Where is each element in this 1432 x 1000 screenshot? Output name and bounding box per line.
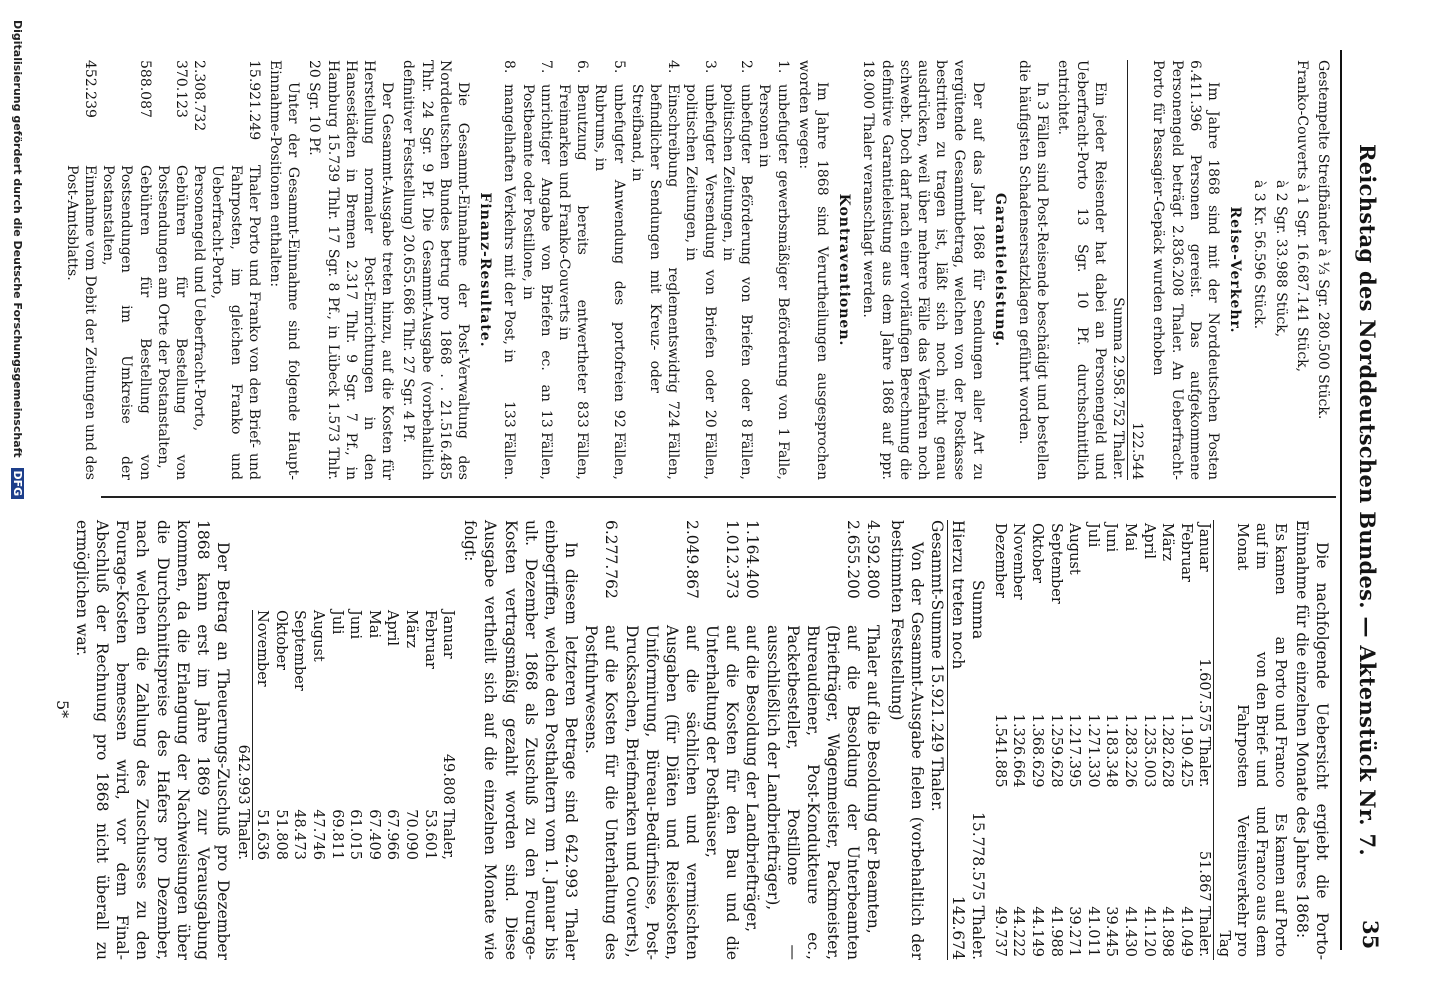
table-cell: 39.271 <box>1066 906 1083 957</box>
monthly-value: 53.601 <box>421 809 438 860</box>
contra-intro: Im Jahre 1868 sind Verurtheilungen ausgesprochen worden wegen: <box>795 60 830 480</box>
table-cell: 1.283.226 <box>1121 713 1138 788</box>
ausgabe-amount: 2.655.200 <box>844 520 863 599</box>
ausgabe-list <box>581 520 883 960</box>
monthly-month: August <box>309 610 326 662</box>
monthly-month: Juni <box>347 610 364 640</box>
ausgabe-amount: 2.049.867 <box>683 520 701 599</box>
monthly-row <box>253 610 272 860</box>
monthly-month: Januar <box>440 610 457 659</box>
table-cell: 49.737 <box>991 906 1008 957</box>
monthly-month: September <box>291 610 308 691</box>
ausgabe-amount: 6.277.762 <box>602 520 621 599</box>
digitization-text: Digitalisierung gefördert durch die Deutsche Forschungsgemeinschaft <box>11 20 24 458</box>
table-cell: Januar <box>1196 523 1213 572</box>
table-cell: November <box>1010 523 1027 600</box>
monthly-row <box>271 610 290 860</box>
garantie-text: Der auf das Jahr 1868 für Sendungen aller Art zu vergütende Gesammtbetrag, welchen von der Postkasse bestritten zu tragen ist, läßt sich noch nicht genau ausdrücken, weil über mehrere Fälle das Verfahren noch schwebt. Doch darf nach einer vorläufigen Berechnung die definitive Garantieleistung aus dem Jahre 1868 auf ppr. 18.000 Thaler veranschlagt werden. <box>860 60 986 480</box>
finanz-amount: 370.123 <box>173 60 190 118</box>
signature-mark: 5* <box>53 700 72 719</box>
table-cell: 41.120 <box>1140 906 1157 957</box>
header-rule <box>1340 50 1342 950</box>
table-cell: Oktober <box>1028 523 1045 584</box>
contra-desc: unbefugter Versendung von Briefen oder politischen Zeitungen, in <box>683 84 718 402</box>
finanz-desc: Gebühren für Bestellung von Postsendungen am Orte der Postanstalten, <box>154 165 190 480</box>
table-cell: Juli <box>1084 523 1101 548</box>
sum-value: 15.778.575 Thaler. <box>969 812 988 960</box>
finanz-item <box>190 60 208 480</box>
table-row <box>1083 520 1102 960</box>
ausgabe-amount: 1.012.373 <box>723 520 742 599</box>
reise-value: 122.544 <box>1129 422 1146 480</box>
contra-item <box>628 60 683 480</box>
table-cell: Dezember <box>991 523 1008 598</box>
table-row <box>1176 520 1195 960</box>
monthly-row <box>327 610 346 860</box>
contra-desc: unrichtiger Angabe von Briefen ec. an Postbeamte oder Postillone, in <box>519 84 554 402</box>
table-row <box>1102 520 1121 960</box>
monthly-row <box>308 610 327 860</box>
running-header <box>1352 50 1383 950</box>
monthly-month: Oktober <box>272 610 289 671</box>
finanz-amount: 452.239 <box>82 60 98 118</box>
table-row <box>1027 520 1046 960</box>
table-header-row <box>1214 520 1289 960</box>
extra-value: 142.674 <box>949 895 968 960</box>
heading-garantie: Garantieleistung. <box>991 192 1008 348</box>
ausgabe-desc: auf die Kosten für den Bau und die Unterhaltung der Posthäuser, <box>703 625 742 960</box>
table-header-cell: an Porto und Franco von den Brief- und Fahrposten <box>1214 620 1289 791</box>
monthly-value: 67.409 <box>365 809 382 860</box>
contra-number: 1. <box>774 60 791 74</box>
finanz-list <box>63 60 263 480</box>
ausgabe-desc: auf die sächlichen und vermischten Ausgaben (für Diäten und Reisekosten, Uniformirung, Büreau-Bedürfnisse, Post-Drucksachen, Briefmarken und Couverts), <box>622 625 701 960</box>
contra-number: 2. <box>738 60 755 74</box>
table-cell: 1.271.330 <box>1084 713 1101 788</box>
finanz-item <box>208 60 263 480</box>
contra-item <box>518 60 554 480</box>
contra-number: 5. <box>610 60 627 74</box>
monthly-value: 61.015 <box>347 809 364 860</box>
contra-count: 8 Fällen, <box>738 418 755 480</box>
contra-number: 3. <box>701 60 718 74</box>
table-row <box>1158 520 1177 960</box>
finanz-item <box>99 60 154 480</box>
extra-row <box>948 520 968 960</box>
monthly-row <box>383 610 402 860</box>
sum-row <box>968 520 988 960</box>
finanz-item <box>154 60 190 480</box>
monthly-month: November <box>254 610 271 687</box>
dfg-logo: DFG <box>11 468 24 500</box>
table-cell: 44.149 <box>1028 906 1045 957</box>
finanz-amount: 15.921.249 <box>245 60 262 141</box>
couverts-line-3: à 3 Kr. 56.596 Stück. <box>1251 180 1268 330</box>
heading-contra: Kontraventionen. <box>836 193 853 347</box>
porto-intro: Gestempelte Streifbänder à ⅓ Sgr. 280.500 Stück. <box>1315 60 1331 420</box>
digitization-note <box>11 20 24 980</box>
table-row <box>990 520 1009 960</box>
monthly-month: Juli <box>328 610 345 635</box>
table-cell: April <box>1140 523 1157 559</box>
contra-item <box>500 60 518 480</box>
monthly-value: 51.636 <box>254 809 271 860</box>
contra-count: 724 Fällen, <box>665 401 682 480</box>
ausgabe-amount: 1.164.400 <box>743 520 762 599</box>
header-title: Reichstag des Norddeutschen Bundes. — Aktenstück Nr. 7. <box>1355 143 1380 856</box>
monthly-month: April <box>384 610 401 646</box>
extra-label: Hierzu treten noch <box>949 520 968 670</box>
finanz-item <box>63 60 99 480</box>
monthly-value: 47.746 <box>309 809 326 860</box>
monthly-row <box>364 610 383 860</box>
contra-count: 13 Fällen, <box>537 409 554 480</box>
table-row <box>1139 520 1158 960</box>
table-cell: Juni <box>1103 523 1120 553</box>
monthly-value: 70.090 <box>402 809 419 860</box>
ausgabe-item <box>702 520 742 960</box>
reise-average: Ein jeder Reisender hat dabei an Personengeld und Ueberfracht-Porto 13 Sgr. 10 Pf. durchschnittlich entrichtet. <box>1055 60 1108 480</box>
table-row <box>1009 520 1028 960</box>
contra-item <box>555 60 591 480</box>
column-porto <box>69 520 1383 960</box>
monthly-total: 642.993 Thaler. <box>234 744 251 860</box>
table-cell: August <box>1066 523 1083 575</box>
ausgabe-item <box>863 520 883 960</box>
ausgabe-item <box>762 520 863 960</box>
table-row <box>1065 520 1084 960</box>
contra-count: 133 Fällen. <box>501 401 518 480</box>
table-cell: September <box>1047 523 1064 604</box>
column-right-page <box>63 60 1332 480</box>
porto-table <box>990 520 1289 960</box>
finanz-text: Die Gesammt-Einnahme der Post-Verwaltung des Norddeutschen Bundes betrug pro 1868 . . 21.516.485 Thlr. 24 Sgr. 9 Pf. Die Gesammt-Ausgabe (vorbehaltlich definitiver Feststellung) 20.655.686 Thlr. 27 Sgr. 4 Pf. <box>400 60 472 480</box>
ausgabe-desc: auf die Besoldung der Unterbeamten (Briefträger, Wagenmeister, Packmeister, Bureaudiener, Post-Kondukteure ec., Packetbesteller, Postillone — ausschließlich der Landbriefträger), <box>763 625 863 960</box>
contra-count: 20 Fällen, <box>701 409 718 480</box>
contra-number: 7. <box>537 60 554 74</box>
monthly-value: 51.808 <box>272 809 289 860</box>
contra-number: 4. <box>665 60 682 74</box>
table-row <box>1120 520 1139 960</box>
monthly-row <box>420 610 439 860</box>
monthly-row <box>401 610 420 860</box>
monthly-row <box>290 610 309 860</box>
total-line: Gesammt-Summe 15.921.249 Thaler. <box>927 520 946 812</box>
contra-item <box>719 60 755 480</box>
total-row <box>927 520 948 960</box>
ausgabe-intro: Von der Gesammt-Ausgabe fielen (vorbehaltlich der bestimmten Feststellung) <box>887 520 926 960</box>
table-cell: Februar <box>1177 523 1194 582</box>
table-cell: 41.049 <box>1177 906 1194 957</box>
reise-damage: In 3 Fällen sind Post-Reisende beschädigt und bestellen die häufigsten Schadensersatzklagen geführt worden. <box>1015 60 1051 480</box>
table-cell: 1.282.628 <box>1159 713 1176 788</box>
contra-desc: unbefugter gewerbsmäßiger Beförderung von Personen in <box>756 84 791 420</box>
table-cell: 39.445 <box>1103 906 1120 957</box>
couverts-line-1: Franko-Couverts à 1 Sgr. 16.687.141 Stück, <box>1293 60 1310 373</box>
monthly-value: 48.473 <box>291 809 308 860</box>
page-number: 35 <box>1358 920 1383 950</box>
ausgabe-text: In diesem letzteren Betrage sind 642.993 Thaler einbegriffen, welche den Posthaltern vom 1. Januar bis ult. Dezember 1868 als Zuschuß zu den Fourage-Kosten vertragsmäßig gezahlt worden sind. Diese Ausgabe vertheilt sich auf die einzelnen Monate wie folgt: <box>461 520 581 960</box>
monthly-row <box>346 610 365 860</box>
finanz-text-3: Unter der Gesammt-Einnahme sind folgende Haupt-Einnahme-Positionen enthalten: <box>267 60 302 480</box>
column-separator <box>101 496 1336 498</box>
finanz-text-2: Der Gesammt-Ausgabe treten hinzu, auf die Kosten für Herstellung normaler Post-Einrichtungen in den Hansestädten in Bremen 2.317 Thlr. 9 Sgr. 7 Pf., in Hamburg 15.739 Thlr. 17 Sgr. 8 Pf., in Lübeck 1.573 Thlr. 20 Sgr. 10 Pf. <box>306 60 396 480</box>
contra-desc: unbefugter Beförderung von Briefen oder politischen Zeitungen, in <box>719 84 755 411</box>
table-cell: 41.430 <box>1121 906 1138 957</box>
table-header-cell: Es kamen auf Porto und Franco aus dem Vereinsverkehr pro Tag <box>1214 791 1289 960</box>
monthly-total-row <box>233 610 253 860</box>
contra-item <box>591 60 627 480</box>
table-cell: 1.368.629 <box>1028 713 1045 788</box>
ausgabe-amount: 4.592.800 <box>864 520 883 599</box>
table-cell: Mai <box>1121 523 1138 552</box>
closing-text: Der Betrag an Theuerungs-Zuschuß pro Dezember 1868 kann erst im Jahre 1869 zur Verausgabung kommen, da die Erlangung der Nachweisungen über die Durchschnittspreise des Hafers pro Dezember, nach welchen die Zahlung des Zuschusses zu den Fourage-Kosten bemessen wird, vor dem Final-Abschluß der Rechnung pro 1868 nicht überall zu ermöglichen war. <box>72 520 232 960</box>
monthly-value: 67.966 <box>384 809 401 860</box>
contra-count: 92 Fällen, <box>610 409 627 480</box>
finanz-amount: 588.087 <box>136 60 153 118</box>
finanz-desc: Gebühren für Bestellung von Postsendungen im Umkreise der Postanstalten, <box>100 165 153 480</box>
monthly-list <box>253 520 458 960</box>
contra-desc: Einschreibung reglementswidrig befindlicher Sendungen mit Kreuz- oder Streifband, in <box>628 84 682 393</box>
heading-reise: Reise-Verkehr. <box>1227 206 1244 334</box>
monthly-month: Februar <box>421 610 438 669</box>
ausgabe-item <box>742 520 762 960</box>
table-cell: 1.183.348 <box>1103 713 1120 788</box>
ausgabe-desc: Thaler auf die Besoldung der Beamten, <box>864 625 883 934</box>
monthly-month: März <box>402 610 419 649</box>
table-header-cell: Es kamen auf im Monat <box>1214 520 1289 620</box>
contra-count: 833 Fällen, <box>574 401 591 480</box>
finanz-desc: Thaler Porto und Franko von den Brief- und Fahrposten, im gleichen Franko und Ueberfracht-Porto, <box>209 165 262 480</box>
table-cell: 1.541.885 <box>991 713 1008 788</box>
table-cell: 41.011 <box>1084 906 1101 957</box>
table-cell: März <box>1159 523 1176 562</box>
contra-item <box>682 60 718 480</box>
sum-label: Summa <box>969 580 988 640</box>
monthly-month: Mai <box>365 610 382 639</box>
ausgabe-desc: auf die Besoldung der Landbriefträger, <box>743 625 762 933</box>
contra-number: 6. <box>574 60 591 74</box>
finanz-desc: Personengeld und Ueberfracht-Porto, <box>191 165 208 432</box>
table-cell: 1.326.664 <box>1010 713 1027 788</box>
table-row <box>1195 520 1214 960</box>
table-cell: 41.988 <box>1047 906 1064 957</box>
table-cell: 1.259.628 <box>1047 713 1064 788</box>
table-cell: 44.222 <box>1010 906 1027 957</box>
finanz-desc: Einnahme vom Debit der Zeitungen und des Post-Amtsblatts. <box>63 165 98 480</box>
contra-count: 1 Falle, <box>774 427 791 480</box>
table-cell: 51.867 Thaler. <box>1196 850 1213 957</box>
table-cell: 1.607.575 Thaler. <box>1196 658 1213 788</box>
table-row <box>1046 520 1065 960</box>
contra-list <box>500 60 791 480</box>
reise-text: Im Jahre 1868 sind mit der Norddeutschen Posten 6.411.396 Personen gereist. Das aufgekommene Personengeld beträgt 2.836.208 Thaler. An Ueberfracht-Porto für Passagier-Gepäck wurden erhoben <box>1150 60 1221 480</box>
table-cell: 41.898 <box>1159 906 1176 957</box>
finanz-amount: 2.308.732 <box>191 60 208 132</box>
contra-desc: Benutzung bereits entwertheter Freimarken und Franko-Couverts in <box>556 84 591 393</box>
reise-value-row <box>1128 60 1146 480</box>
ausgabe-item <box>621 520 702 960</box>
monthly-value: 69.811 <box>328 809 345 860</box>
table-cell: 1.235.003 <box>1140 713 1157 788</box>
contra-desc: unbefugter Anwendung des portofreien Rubrums, in <box>592 84 627 402</box>
table-cell: 1.217.395 <box>1066 713 1083 788</box>
reise-sum-row <box>1109 60 1128 480</box>
contra-number: 8. <box>501 60 518 74</box>
monthly-row <box>439 610 458 860</box>
table-intro: Die nachfolgende Uebersicht ergiebt die Porto-Einnahme für die einzelnen Monate des Jahres 1868: <box>1292 520 1331 960</box>
table-cell: 1.190.425 <box>1177 713 1194 788</box>
ausgabe-desc: auf die Kosten für die Unterhaltung des Postfuhrwesens. <box>582 625 621 960</box>
contra-desc: mangelhaften Verkehrs mit der Post, in <box>501 84 518 363</box>
contra-item <box>755 60 791 480</box>
ausgabe-item <box>581 520 621 960</box>
heading-finanz: Finanz-Resultate. <box>477 192 494 348</box>
reise-sum: Summa 2.958.752 Thaler. <box>1109 297 1126 480</box>
monthly-value: 49.808 Thaler, <box>440 753 457 860</box>
couverts-line-2: à 2 Sgr. 33.988 Stück, <box>1272 180 1289 338</box>
